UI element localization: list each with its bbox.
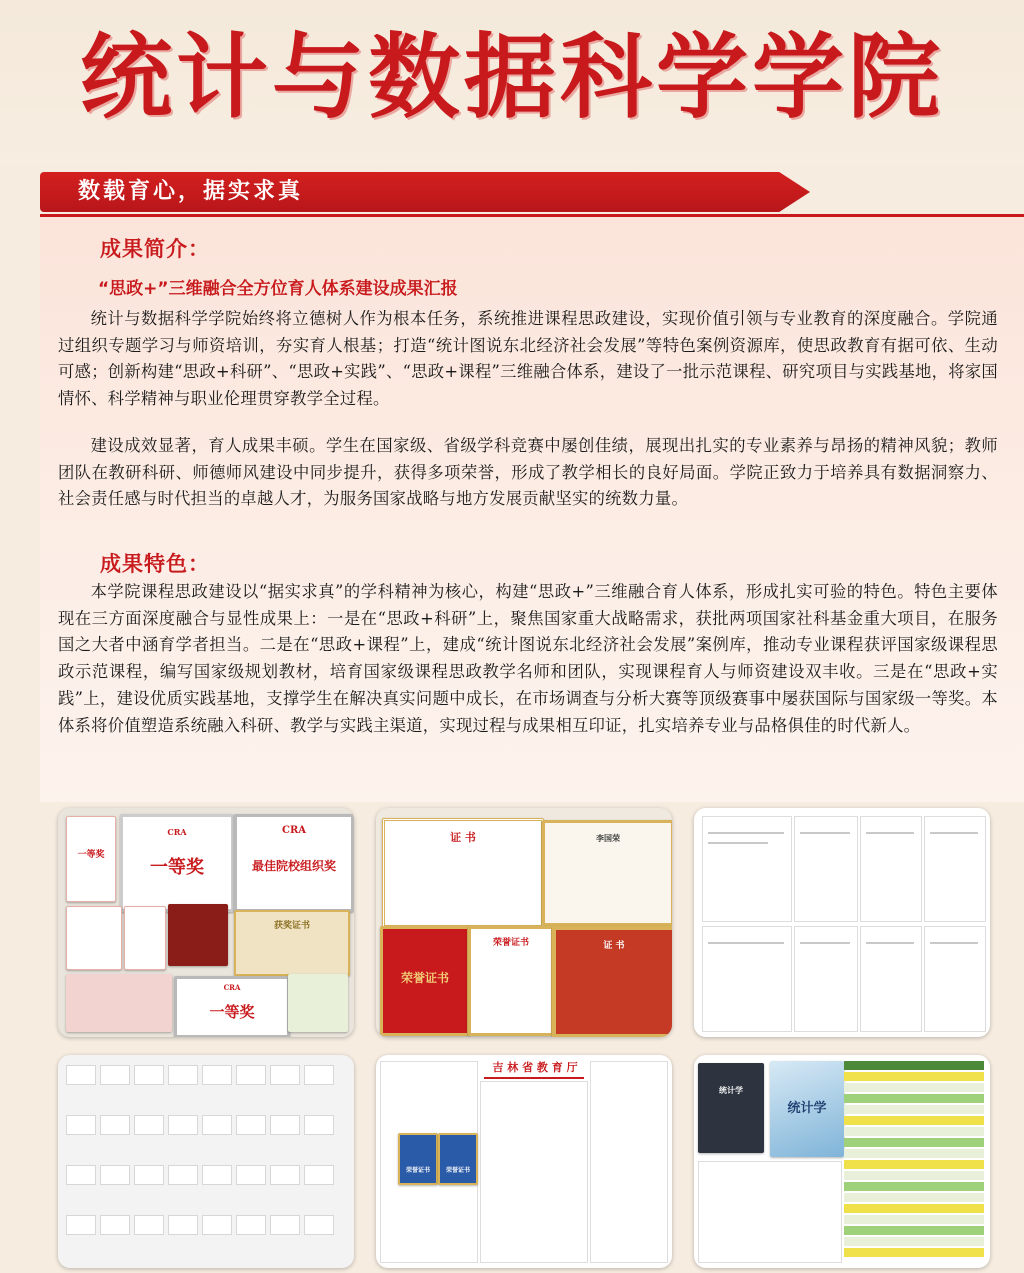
- certificate: 荣誉证书: [380, 926, 470, 1036]
- certificate: CRA 一等奖: [120, 814, 234, 912]
- certificate: 荣誉证书: [468, 926, 554, 1036]
- photo-honor-certificates: [376, 808, 672, 1037]
- photo-award-certificates: [58, 808, 354, 1037]
- intro-paragraph-2: 建设成效显著，育人成果丰硕。学生在国家级、省级学科竞赛中屡创佳绩，展现出扎实的专业素养与昂扬的精神风貌；教师团队在教研科研、师德师风建设中同步提升，获得多项荣誉，形成了教学相长的良好局面。学院正致力于培养具有数据洞察力、社会责任感与时代担当的卓越人才，为服务国家战略与地方发展贡献坚实的统数力量。: [58, 436, 998, 509]
- certificate: CRA 一等奖: [174, 976, 290, 1037]
- photo-gallery: [58, 808, 998, 1268]
- certificate: 获奖证书: [234, 910, 350, 976]
- document-page: [590, 1061, 668, 1263]
- slogan-underline: [40, 214, 1024, 217]
- page-title: 统计与数据科学学院: [79, 23, 944, 131]
- certificate: CRA 最佳院校组织奖: [234, 814, 354, 912]
- document-page: [480, 1081, 588, 1263]
- certificate: 证 书: [552, 926, 672, 1037]
- features-heading: 成果特色：: [100, 552, 210, 576]
- document-page: [698, 1161, 842, 1263]
- certificate: [288, 974, 348, 1032]
- certificate: [124, 906, 166, 970]
- photo-provincial-documents: [376, 1055, 672, 1268]
- intro-paragraph-1: 统计与数据科学学院始终将立德树人作为根本任务，系统推进课程思政建设，实现价值引领与专业教育的深度融合。学院通过组织专题学习与师资培训，夯实育人根基；打造“统计图说东北经济社会发展”等特色案例资源库，使思政教育有据可依、生动可感；创新构建“思政+科研”、“思政+实践”、“思政+课程”三维融合体系，建设了一批示范课程、研究项目与实践基地，将家国情怀、科学精神与职业伦理贯穿教学全过程。: [58, 309, 998, 409]
- certificate: 荣誉证书: [398, 1133, 438, 1185]
- certificate: 证 书: [382, 818, 544, 928]
- certificate: 一等奖: [66, 816, 116, 902]
- document-banner: 吉 林 省 教 育 厅: [492, 1061, 578, 1074]
- certificate: 李国荣: [542, 820, 672, 926]
- certificate: [66, 906, 122, 970]
- photo-textbooks: [694, 1055, 990, 1268]
- intro-heading: 成果简介：: [100, 237, 210, 261]
- photo-documents: [694, 808, 990, 1037]
- certificate: 荣誉证书: [438, 1133, 478, 1185]
- textbook: 统计学: [770, 1061, 844, 1157]
- slogan-text: 数载育心，据实求真: [78, 179, 304, 204]
- features-paragraph: 本学院课程思政建设以“据实求真”的学科精神为核心，构建“思政+”三维融合育人体系，形成扎实可验的特色。特色主要体现在三方面深度融合与显性成果上：一是在“思政+科研”上，聚焦国家重大战略需求，获批两项国家社科基金重大项目，在服务国之大者中涵育学者担当。二是在“思政+课程”上，建成“统计图说东北经济社会发展”案例库，推动专业课程获评国家级课程思政示范课程，编写国家级规划教材，培育国家级课程思政教学名师和团队，实现课程育人与师资建设双丰收。三是在“思政+实践”上，建设优质实践基地，支撑学生在解决真实问题中成长，在市场调查与分析大赛等顶级赛事中屡获国际与国家级一等奖。本体系将价值塑造系统融入科研、教学与实践主渠道，实现过程与成果相互印证，扎实培养专业与品格俱佳的时代新人。: [58, 582, 998, 735]
- textbook: 统计学: [698, 1063, 764, 1153]
- intro-subtitle: “思政+”三维融合全方位育人体系建设成果汇报: [98, 279, 458, 299]
- certificate: [66, 974, 172, 1032]
- certificate: [168, 904, 228, 966]
- photo-slide-thumbnails: [58, 1055, 354, 1268]
